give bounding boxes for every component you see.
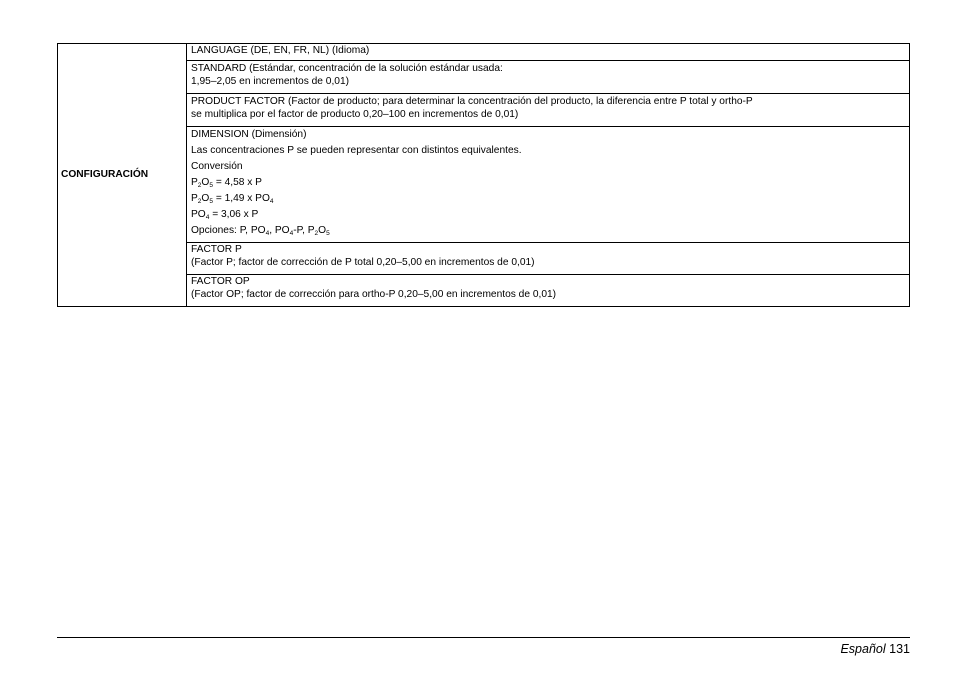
standard-option bbox=[187, 61, 910, 94]
factor-p-line-1: FACTOR P bbox=[191, 244, 242, 255]
dimension-conversion: Conversión bbox=[191, 161, 243, 172]
factor-op-line-1: FACTOR OP bbox=[191, 276, 250, 287]
table-row-language bbox=[58, 44, 910, 61]
dimension-option bbox=[187, 127, 910, 243]
standard-line-1: STANDARD (Estándar, concentración de la solución estándar usada: bbox=[191, 63, 503, 74]
footer-rule bbox=[57, 637, 910, 638]
dimension-title: DIMENSION (Dimensión) bbox=[191, 129, 307, 140]
standard-line-2: 1,95–2,05 en incrementos de 0,01) bbox=[191, 75, 350, 87]
formula-po4-p: $PO_4 = 3,06$ x P bbox=[191, 209, 259, 221]
product-factor-line-1: PRODUCT FACTOR (Factor de producto; para determinar la concentración del producto, la diferencia entre P total y ortho-P bbox=[191, 96, 753, 107]
factor-p-option bbox=[187, 243, 910, 275]
product-factor-option bbox=[187, 94, 910, 127]
formula-p2o5-po4: $P_2O_5 = 1,49$ x $PO_4$ bbox=[191, 193, 274, 205]
language-option: LANGUAGE (DE, EN, FR, NL) (Idioma) bbox=[187, 44, 910, 61]
configuration-table bbox=[57, 43, 910, 307]
product-factor-line-2: se multiplica por el factor de producto 0,20–100 en incrementos de 0,01) bbox=[191, 108, 519, 120]
dimension-options: Opciones: P, $PO_4$, $PO_4-P$, $P_2O_5$ bbox=[191, 225, 330, 237]
page-footer bbox=[840, 642, 910, 656]
dimension-description: Las concentraciones P se pueden representar con distintos equivalentes. bbox=[191, 145, 522, 156]
section-label: CONFIGURACIÓN bbox=[58, 44, 187, 307]
factor-op-line-2: (Factor OP; factor de corrección para ortho-P 0,20–5,00 en incrementos de 0,01) bbox=[191, 288, 557, 300]
footer-language: Español bbox=[840, 642, 886, 656]
factor-op-option bbox=[187, 275, 910, 307]
formula-p2o5-p: $P_2O_5 = 4,58$ x P bbox=[191, 177, 262, 189]
factor-p-line-2: (Factor P; factor de corrección de P total 0,20–5,00 en incrementos de 0,01) bbox=[191, 256, 535, 268]
page-number: 131 bbox=[889, 642, 910, 656]
